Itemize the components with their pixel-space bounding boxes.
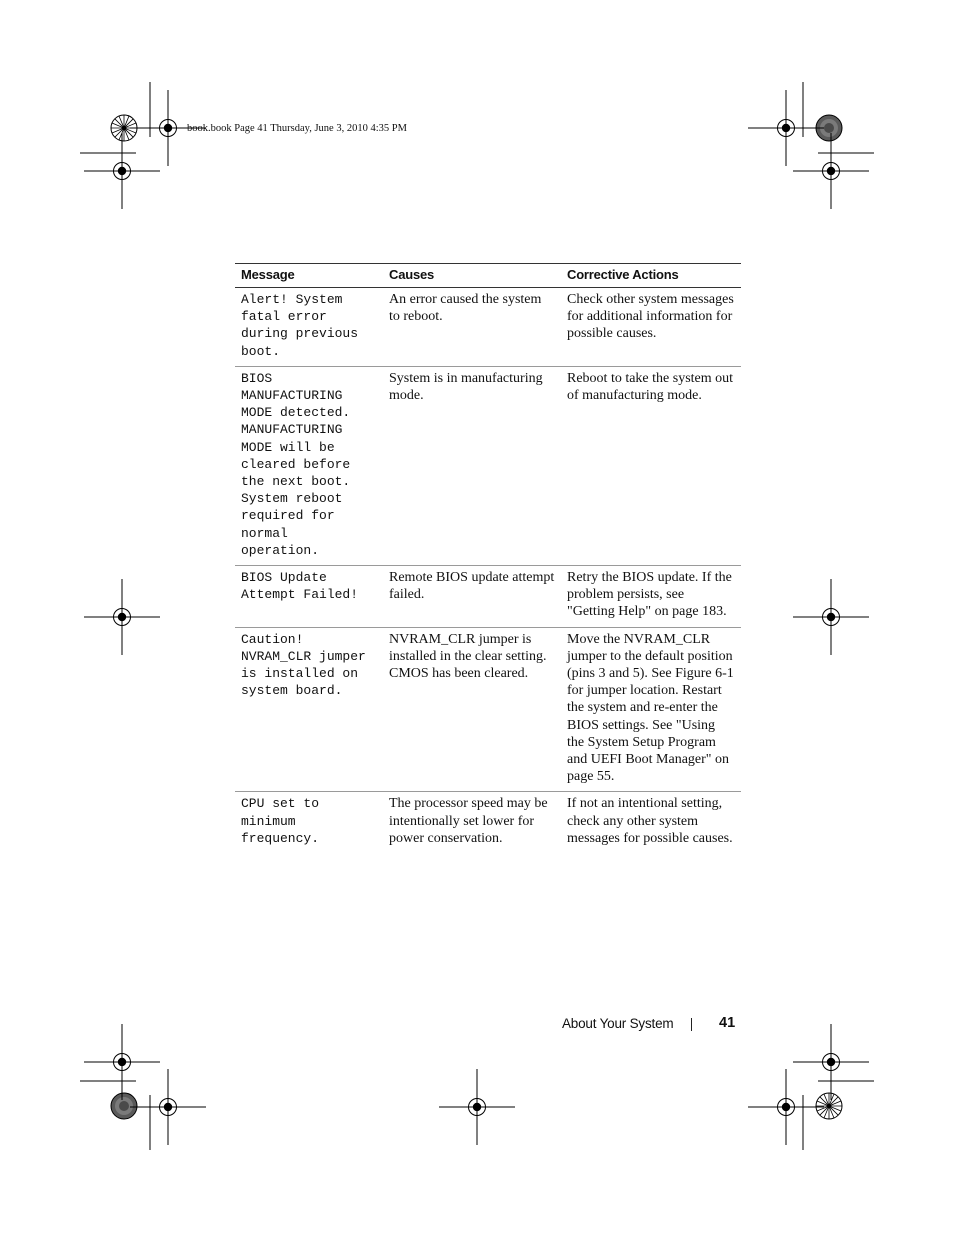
table-row xyxy=(235,792,741,853)
message-cell: BIOS MANUFACTURING MODE detected. MANUFACTURING MODE will be cleared before the next boot. System reboot required for normal operation. xyxy=(235,366,383,565)
action-cell: Retry the BIOS update. If the problem persists, see "Getting Help" on page 183. xyxy=(561,566,741,628)
table-header-row xyxy=(235,264,741,288)
header-corrective-actions: Corrective Actions xyxy=(561,264,741,288)
header-causes: Causes xyxy=(383,264,561,288)
message-cell: CPU set to minimum frequency. xyxy=(241,796,320,846)
crosshair-icon xyxy=(793,133,869,209)
action-cell: Move the NVRAM_CLR jumper to the default position (pins 3 and 5). See Figure 6-1 for jumper location. Restart the system and re-enter the BIOS settings. See "Using the System Setup Program and UEFI Boot Manager" on page 55. xyxy=(561,627,741,792)
action-cell: Check other system messages for additional information for possible causes. xyxy=(561,288,741,367)
crosshair-icon xyxy=(84,133,160,209)
footer-section-title: About Your System xyxy=(562,1016,674,1031)
page-number: 41 xyxy=(719,1015,736,1031)
cause-cell: The processor speed may be intentionally set lower for power conservation. xyxy=(389,796,548,846)
grey-mark-icon xyxy=(111,1093,137,1119)
cause-cell: System is in manufacturing mode. xyxy=(383,366,561,565)
message-cell: Alert! System fatal error during previous boot. xyxy=(235,288,383,367)
crosshair-icon xyxy=(84,1024,160,1100)
cause-cell: An error caused the system to reboot. xyxy=(383,288,561,367)
crosshair-icon xyxy=(84,579,160,655)
crosshair-icon xyxy=(439,1069,515,1145)
system-messages-table xyxy=(235,263,741,853)
cause-cell: NVRAM_CLR jumper is installed in the clear setting. CMOS has been cleared. xyxy=(383,627,561,792)
message-cell: BIOS Update Attempt Failed! xyxy=(235,566,383,628)
message-cell: Caution! NVRAM_CLR jumper is installed on system board. xyxy=(235,627,383,792)
print-slug: book.book Page 41 Thursday, June 3, 2010 4:35 PM xyxy=(187,123,407,134)
crosshair-icon xyxy=(793,579,869,655)
table-row xyxy=(235,288,741,367)
crosshair-icon xyxy=(748,1069,824,1145)
crosshair-icon xyxy=(748,90,824,166)
cause-cell: Remote BIOS update attempt failed. xyxy=(383,566,561,628)
header-message: Message xyxy=(235,264,383,288)
footer-divider xyxy=(691,1018,692,1031)
table-row xyxy=(235,566,741,628)
action-cell: If not an intentional setting, check any other system messages for possible causes. xyxy=(567,796,733,846)
crosshair-icon xyxy=(793,1024,869,1100)
action-cell: Reboot to take the system out of manufacturing mode. xyxy=(561,366,741,565)
spoke-mark-icon xyxy=(816,1093,842,1119)
crosshair-icon xyxy=(130,1069,206,1145)
table-row xyxy=(235,366,741,565)
table-row xyxy=(235,627,741,792)
